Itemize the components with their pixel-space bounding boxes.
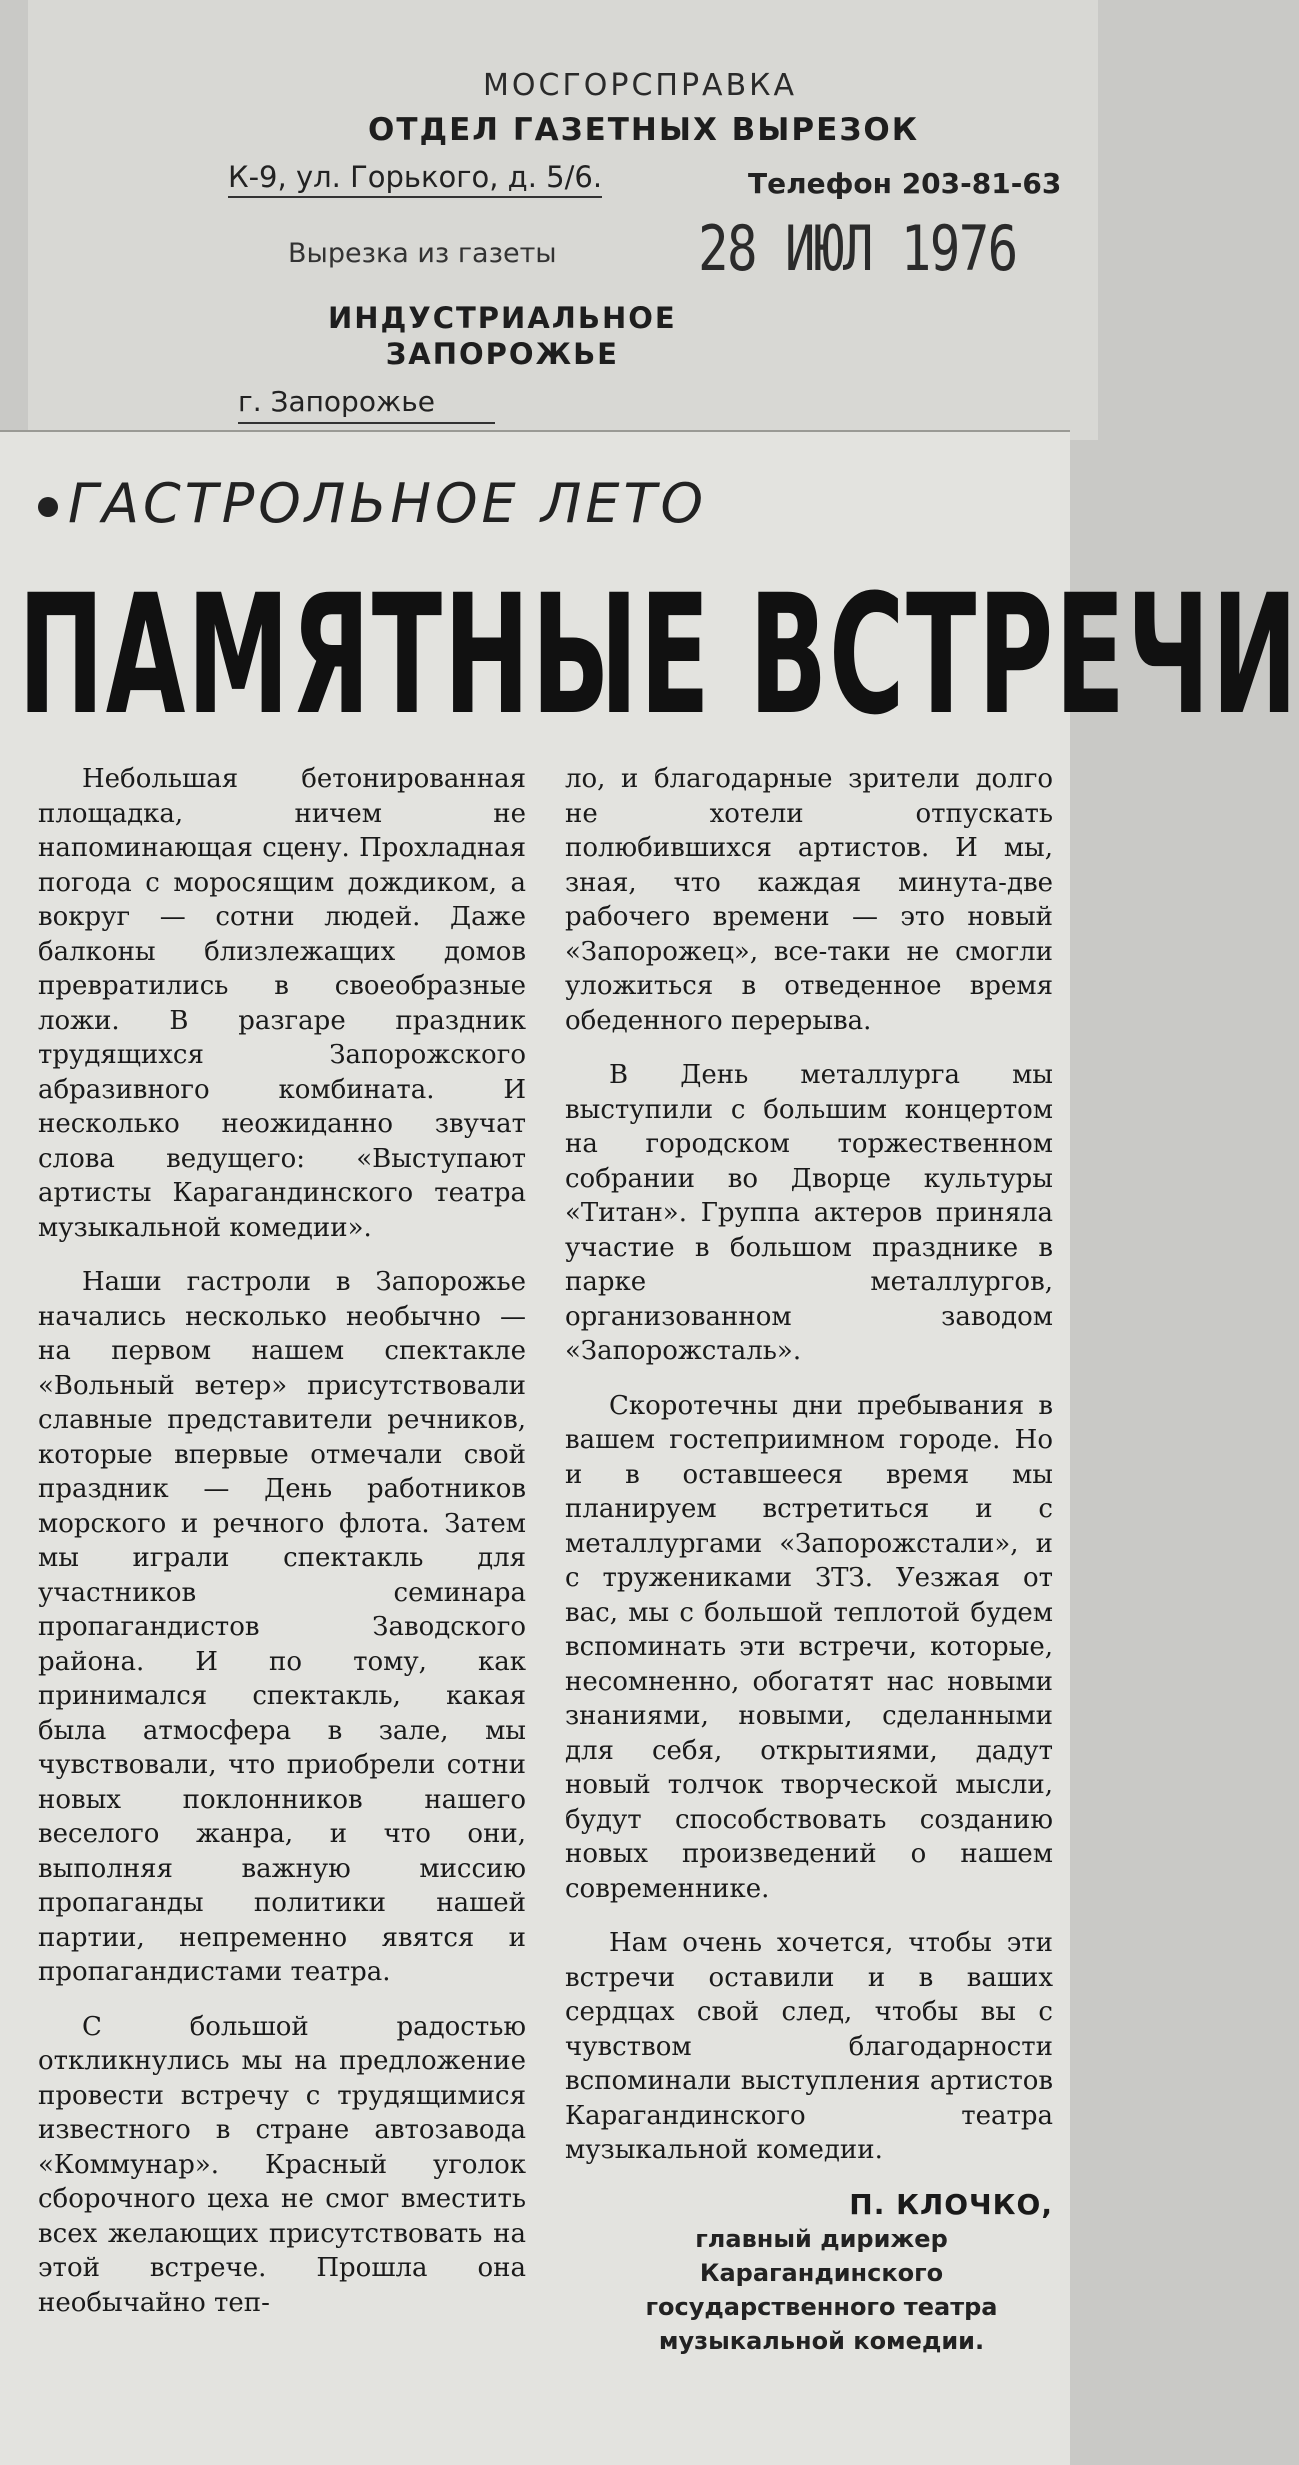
date-stamp: 28 ИЮЛ 1976 [698, 212, 1017, 285]
bureau-name: МОСГОРСПРАВКА [483, 68, 797, 103]
article-column-right [565, 762, 1053, 2358]
newspaper-name-line2: ЗАПОРОЖЬЕ [385, 337, 619, 371]
article-paragraph: В День металлурга мы выступили с большим концертом на городском торжественном собрании во Дворце культуры «Титан». Группа актеров приняла участие в большом празднике в парке металлургов, организованном заводом «Запорожсталь». [565, 1060, 1053, 1366]
article-paragraph-continuation: ло, и благодарные зрители долго не хотели отпускать полюбившихся артистов. И мы, зная, что каждая минута-две рабочего времени — это новый «Запорожец», все-таки не смогли уложиться в отведенное время обеденного перерыва. [565, 764, 1053, 1036]
newspaper-name [328, 300, 677, 372]
article-paragraph: Скоротечны дни пребывания в вашем гостеприимном городе. Но и в оставшееся время мы планируем встретиться и с металлургами «Запорожстали», и с тружениками ЗТЗ. Уезжая от вас, мы с большой теплотой будем вспоминать эти встречи, которые, несомненно, обогатят нас новыми знаниями, новыми, сделанными для себя, открытиями, дадут новый толчок творческой мысли, будут способствовать созданию новых произведений о нашем современнике. [565, 1390, 1053, 1904]
article-paragraph: С большой радостью откликнулись мы на предложение провести встречу с трудящимися известного в стране автозавода «Коммунар». Красный уголок сборочного цеха не смог вместить всех желающих присутствовать на этой встрече. Прошла она необычайно теп- [38, 2011, 526, 2318]
article-paragraph: Наши гастроли в Запорожье начались несколько необычно — на первом нашем спектакле «Вольный ветер» присутствовали славные представители речников, которые впервые отмечали свой праздник — День работников морского и речного флота. Затем мы играли спектакль для участников семинара пропагандистов Заводского района. И по тому, как принимался спектакль, какая была атмосфера в зале, мы чувствовали, что приобрели сотни новых поклонников нашего веселого жанра, и что они, выполняя важную миссию пропаганды политики нашей партии, непременно явятся и пропагандистами театра. [38, 1267, 526, 1987]
bullet-icon [38, 497, 58, 517]
newspaper-name-line1: ИНДУСТРИАЛЬНОЕ [328, 301, 677, 335]
rubric-line [38, 472, 707, 535]
author-title: главный дирижер Карагандинского государственного театра музыкальной комедии. [645, 2225, 998, 2355]
department-name: ОТДЕЛ ГАЗЕТНЫХ ВЫРЕЗОК [368, 112, 920, 148]
clipping-bureau-header [28, 0, 1098, 440]
author-name: П. КЛОЧКО, [849, 2187, 1053, 2221]
newspaper-clipping [0, 430, 1299, 2465]
bureau-phone: Телефон 203-81-63 [748, 167, 1062, 200]
bureau-address: К-9, ул. Горького, д. 5/6. [228, 160, 602, 198]
newspaper-city: г. Запорожье [238, 385, 495, 424]
article-paragraph: Небольшая бетонированная площадка, ничем не напоминающая сцену. Прохладная погода с моросящим дождиком, а вокруг — сотни людей. Даже балконы близлежащих домов превратились в своеобразные ложи. В разгаре праздник трудящихся Запорожского абразивного комбината. И несколько неожиданно звучат слова ведущего: «Выступают артисты Карагандинского театра музыкальной комедии». [38, 764, 526, 1243]
article-headline: ПАМЯТНЫЕ ВСТРЕЧИ [18, 559, 1299, 752]
article-paragraph: Нам очень хочется, чтобы эти встречи оставили и в ваших сердцах свой след, чтобы вы с чувством благодарности вспоминали выступления артистов Карагандинского театра музыкальной комедии. [565, 1928, 1053, 2165]
article-column-left [38, 762, 526, 2340]
clip-source-label: Вырезка из газеты [288, 238, 557, 269]
rubric-title: ГАСТРОЛЬНОЕ ЛЕТО [68, 472, 708, 535]
